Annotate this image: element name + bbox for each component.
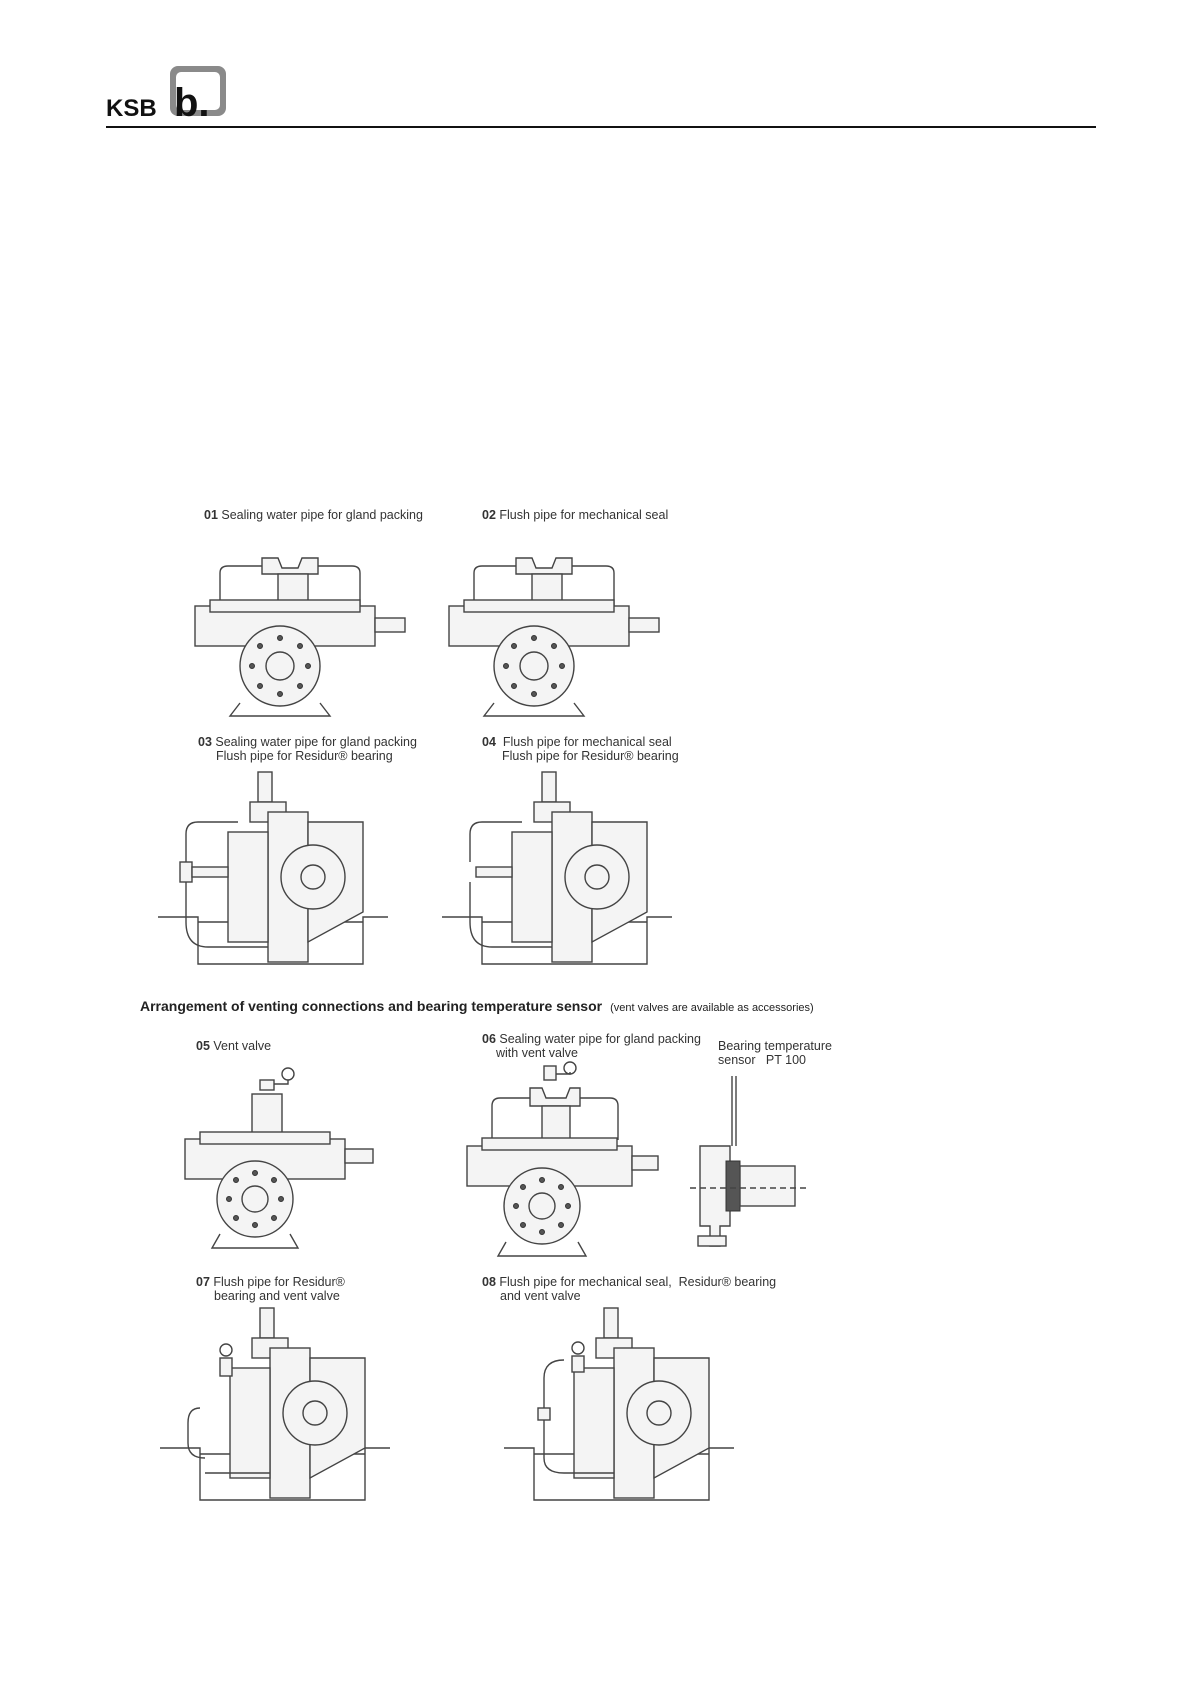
figure-08-pump-drawing	[504, 1308, 734, 1508]
figure-02-pump-drawing	[444, 538, 644, 718]
caption-05: 05 Vent valve	[196, 1039, 272, 1053]
header-rule	[106, 126, 1096, 128]
figure-sensor-detail-drawing	[690, 1076, 810, 1266]
caption-03: 03 Sealing water pipe for gland packing	[198, 735, 417, 749]
caption-08-line2: and vent valve	[500, 1289, 581, 1303]
figure-01-pump-drawing	[190, 538, 390, 718]
caption-06: 06 Sealing water pipe for gland packing	[482, 1032, 701, 1046]
caption-03-line2: Flush pipe for Residur® bearing	[216, 749, 393, 763]
caption-08: 08 Flush pipe for mechanical seal, Residur® bearing	[482, 1275, 777, 1289]
sensor-caption: Bearing temperature	[718, 1039, 832, 1053]
figure-05-pump-drawing	[180, 1064, 370, 1254]
logo-mark: b.	[174, 81, 210, 125]
figure-04-pump-drawing	[442, 772, 672, 972]
logo-text: KSB	[106, 95, 157, 122]
caption-04-line2: Flush pipe for Residur® bearing	[502, 749, 679, 763]
section-note: (vent valves are available as accessories)	[610, 1002, 814, 1014]
section-title: Arrangement of venting connections and bearing temperature sensor (vent valves are available as accessories)	[140, 998, 814, 1014]
caption-04: 04 Flush pipe for mechanical seal	[482, 735, 672, 749]
caption-07: 07 Flush pipe for Residur®	[196, 1275, 345, 1289]
caption-07-line2: bearing and vent valve	[214, 1289, 340, 1303]
sensor-caption-line2: sensor PT 100	[718, 1053, 807, 1067]
figure-03-pump-drawing	[158, 772, 388, 972]
ksb-logo	[106, 64, 226, 125]
caption-06-line2: with vent valve	[496, 1046, 578, 1060]
caption-02: 02 Flush pipe for mechanical seal	[482, 508, 669, 522]
figure-06-pump-drawing	[462, 1060, 652, 1260]
caption-01: 01 Sealing water pipe for gland packing	[204, 508, 423, 522]
figure-07-pump-drawing	[160, 1308, 390, 1508]
